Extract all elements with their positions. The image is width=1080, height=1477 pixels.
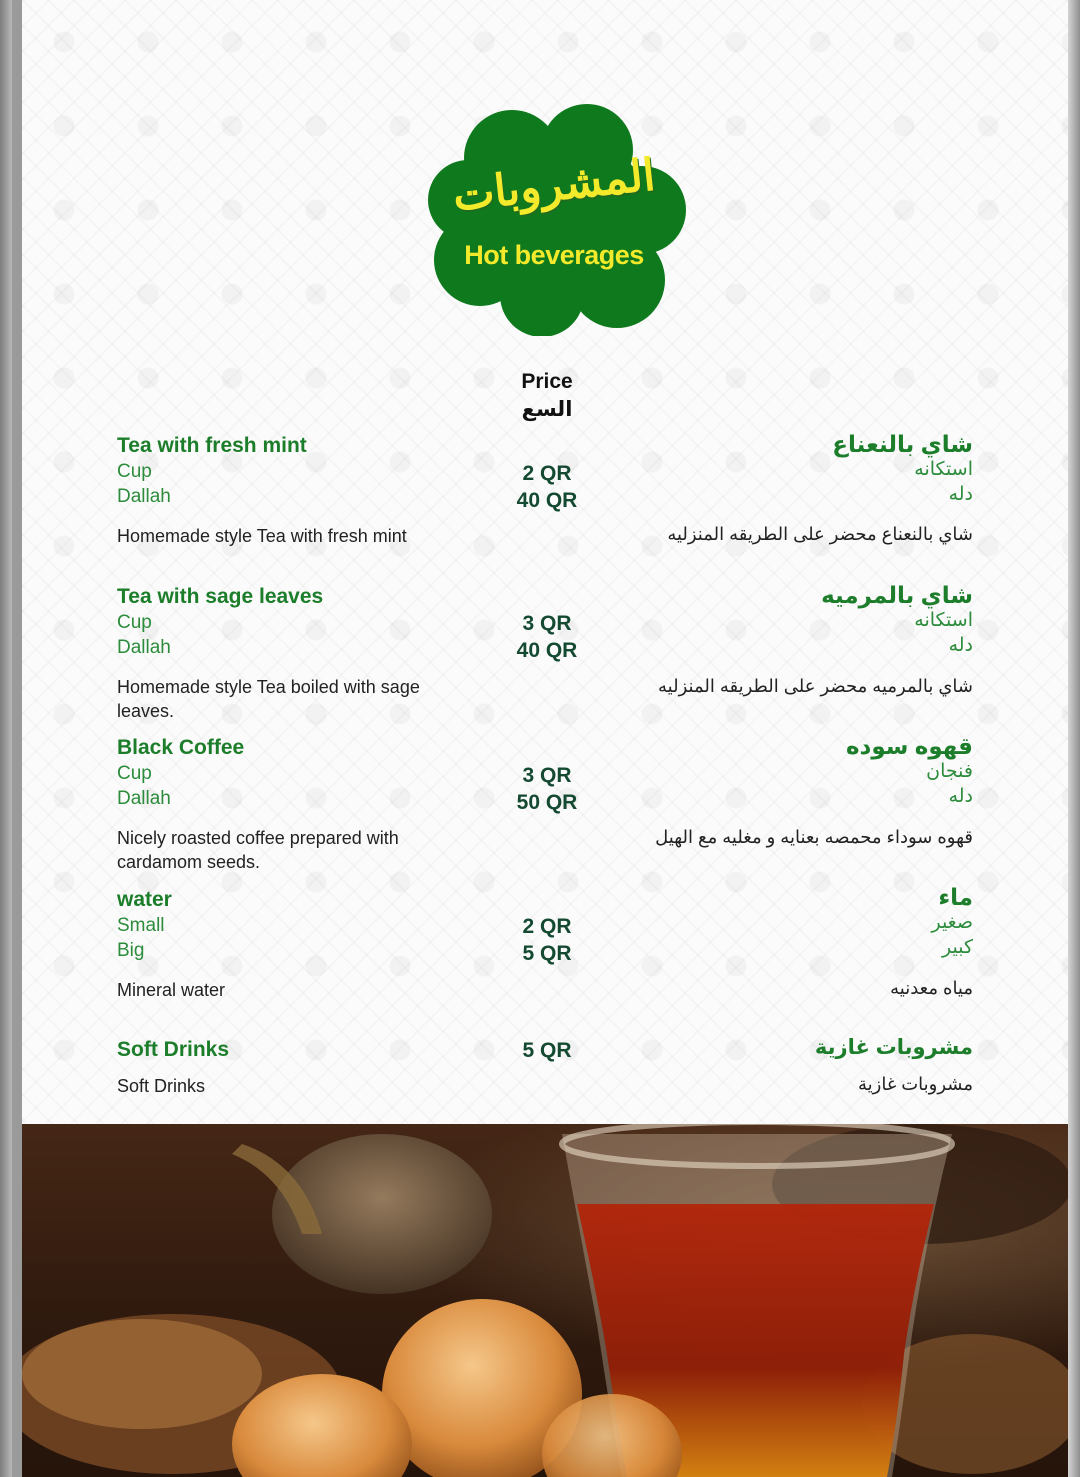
item-size-option-arabic: استكانه [914, 459, 973, 480]
item-price: 3 QR [522, 612, 572, 635]
item-description: Homemade style Tea boiled with sage leaves. [117, 677, 420, 721]
menu-item-english [117, 887, 477, 963]
price-column-header [492, 368, 602, 424]
item-description-arabic: شاي بالمرميه محضر على الطريقه المنزليه [658, 676, 973, 696]
item-description-arabic: قهوه سوداء محمصه بعنايه و مغليه مع الهيل [655, 827, 973, 847]
item-description: Nicely roasted coffee prepared with cardamom seeds. [117, 828, 399, 872]
menu-item-english [117, 433, 477, 509]
item-title-arabic: ماء [938, 884, 973, 910]
price-header-english: Price [521, 370, 573, 393]
item-description: Mineral water [117, 980, 226, 1000]
item-size-option-arabic: استكانه [914, 610, 973, 631]
menu-item-english [117, 735, 477, 811]
item-description-arabic: مياه معدنيه [890, 978, 973, 998]
item-title: Tea with fresh mint [117, 434, 307, 457]
item-title: Tea with sage leaves [117, 585, 324, 608]
item-price: 3 QR [522, 764, 572, 787]
item-price: 2 QR [522, 462, 572, 485]
item-description-arabic: مشروبات غازية [857, 1074, 973, 1094]
tea-photo [22, 1124, 1068, 1477]
item-size-option-arabic: دله [948, 786, 973, 807]
item-title-arabic: شاي بالنعناع [832, 431, 973, 457]
section-title-arabic: المشروبات [450, 149, 658, 222]
item-description: Soft Drinks [117, 1076, 206, 1096]
item-size-option: Dallah [117, 637, 171, 658]
item-size-option-arabic: دله [948, 635, 973, 656]
tea-glass-and-sweets-illustration [22, 1124, 1068, 1477]
item-size-option-arabic: صغير [931, 912, 973, 933]
item-description-arabic: شاي بالنعناع محضر على الطريقه المنزليه [667, 524, 973, 544]
section-badge [422, 100, 686, 336]
item-description: Homemade style Tea with fresh mint [117, 526, 407, 546]
menu-item-arabic [593, 733, 973, 809]
item-price: 50 QR [516, 791, 578, 814]
item-size-option: Cup [117, 763, 152, 784]
item-title: Black Coffee [117, 736, 245, 759]
item-title-arabic: قهوه سوده [845, 733, 973, 759]
item-size-option: Dallah [117, 486, 171, 507]
menu-item-arabic [593, 884, 973, 960]
item-title-arabic: مشروبات غازية [814, 1036, 973, 1059]
item-size-option: Cup [117, 612, 152, 633]
menu-page [22, 0, 1068, 1477]
item-prices [492, 610, 602, 664]
left-screen-edge [0, 0, 12, 1477]
menu-item-english [117, 584, 477, 660]
right-screen-edge [1068, 0, 1080, 1477]
item-size-option: Cup [117, 461, 152, 482]
item-prices [492, 762, 602, 816]
item-size-option: Big [117, 940, 145, 961]
item-size-option: Dallah [117, 788, 171, 809]
item-price: 40 QR [516, 639, 578, 662]
price-header-arabic: السع [521, 398, 573, 421]
item-prices [492, 460, 602, 514]
item-size-option: Small [117, 915, 165, 936]
item-title: water [117, 888, 172, 911]
item-price: 2 QR [522, 915, 572, 938]
item-price: 5 QR [522, 1039, 572, 1062]
item-size-option-arabic: فنجان [926, 761, 973, 782]
item-size-option-arabic: دله [948, 484, 973, 505]
item-price: 40 QR [516, 489, 578, 512]
item-size-option-arabic: كبير [942, 937, 973, 958]
menu-item-arabic [593, 431, 973, 507]
item-price: 5 QR [522, 942, 572, 965]
item-title-arabic: شاي بالمرميه [821, 582, 973, 608]
menu-item-arabic [593, 582, 973, 658]
section-title-english: Hot beverages [464, 240, 644, 270]
item-title: Soft Drinks [117, 1038, 230, 1061]
item-prices [492, 913, 602, 967]
